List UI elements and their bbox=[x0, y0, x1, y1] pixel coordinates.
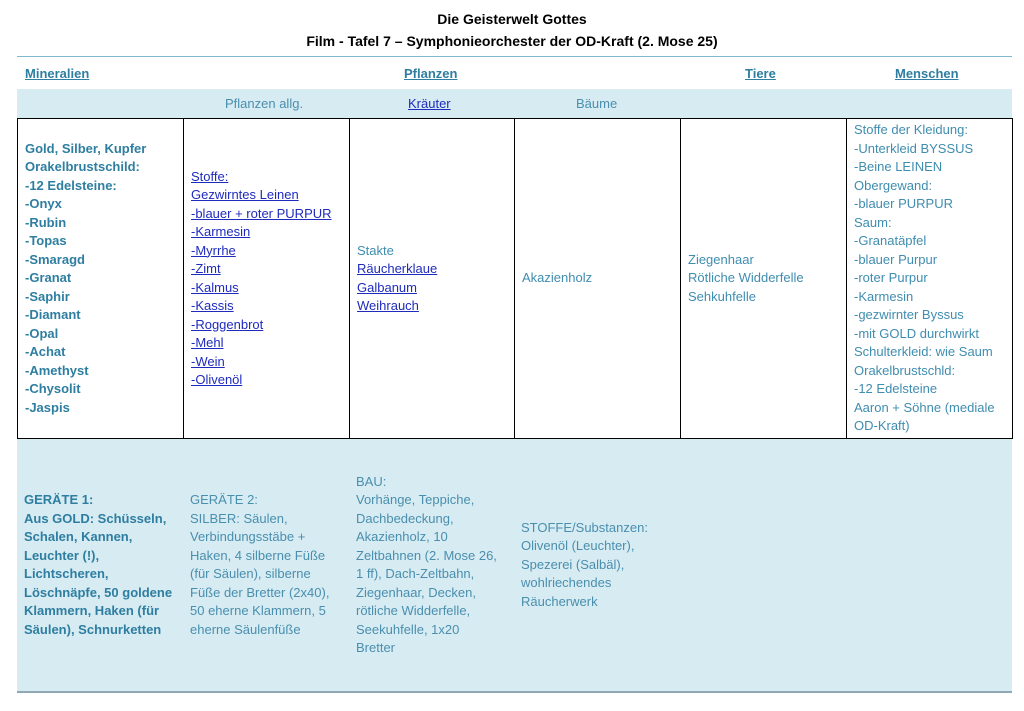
list-item: Rötliche Widderfelle bbox=[688, 270, 804, 286]
list-item: Gold, Silber, Kupfer bbox=[25, 140, 147, 156]
list-link[interactable]: -Wein bbox=[191, 353, 225, 369]
list-link[interactable]: Räucherklaue bbox=[357, 261, 438, 276]
header-link-menschen[interactable]: Menschen bbox=[895, 66, 959, 81]
list-item: -Amethyst bbox=[25, 362, 89, 378]
bau-text: BAU: Vorhänge, Teppiche, Dachbedeckung, Akazienholz, 10 Zeltbahnen (2. Mose 26, 1 ff), Dach-Zeltbahn, Ziegenhaar, Decken, rötliche Widderfelle, Seekuhfelle, 1x20 Bretter bbox=[356, 473, 497, 655]
list-item: -Granatäpfel bbox=[854, 233, 927, 249]
cell-baeume bbox=[515, 119, 681, 439]
list-item: -Achat bbox=[25, 344, 66, 360]
list-item: Ziegenhaar bbox=[688, 251, 754, 267]
subcategory-row bbox=[17, 89, 1012, 118]
subheader-link-kraeuter[interactable]: Kräuter bbox=[408, 96, 451, 111]
list-item: Orakelbrustschild: bbox=[25, 159, 140, 175]
list-item: -blauer PURPUR bbox=[854, 196, 953, 212]
list-item: Sehkuhfelle bbox=[688, 288, 756, 304]
cell-bau bbox=[349, 439, 515, 691]
list-item: -blauer Purpur bbox=[854, 251, 938, 267]
cell-pflanzen-allg bbox=[184, 119, 350, 439]
list-item: Obergewand: bbox=[854, 177, 933, 193]
list-item: -Karmesin bbox=[854, 288, 914, 304]
equipment-section bbox=[17, 439, 1012, 693]
list-item: -Topas bbox=[25, 233, 67, 249]
list-link[interactable]: -Mehl bbox=[191, 335, 224, 350]
list-link[interactable]: -Roggenbrot bbox=[191, 316, 264, 332]
list-link[interactable]: Galbanum bbox=[357, 279, 417, 295]
header-link-pflanzen[interactable]: Pflanzen bbox=[404, 66, 458, 81]
list-item: -roter Purpur bbox=[854, 270, 928, 286]
list-item: Akazienholz bbox=[522, 270, 593, 286]
list-item: Saum: bbox=[854, 214, 892, 230]
subheader-pflanzen-allg: Pflanzen allg. bbox=[225, 96, 304, 111]
list-item: Aaron + Söhne (mediale bbox=[854, 399, 995, 415]
list-item: OD-Kraft) bbox=[854, 418, 910, 434]
cell-tiere bbox=[681, 119, 847, 439]
cell-mineralien bbox=[18, 119, 184, 439]
cell-menschen bbox=[847, 119, 1013, 439]
list-item: -Saphir bbox=[25, 288, 70, 304]
list-link[interactable]: -Kassis bbox=[191, 298, 234, 313]
list-item: -Opal bbox=[25, 325, 59, 341]
stoffe-text: STOFFE/Substanzen: Olivenöl (Leuchter), Spezerei (Salbäl), wohlriechendes Räucherwerk bbox=[521, 519, 648, 609]
cell-stoffe-substanzen bbox=[514, 439, 680, 691]
list-item: -Smaragd bbox=[25, 251, 85, 267]
list-link[interactable]: Weihrauch bbox=[357, 298, 419, 313]
table-row bbox=[18, 119, 1013, 439]
geraete-2-text: GERÄTE 2: SILBER: Säulen, Verbindungsstäbe + Haken, 4 silberne Füße (für Säulen), silberne Füße der Bretter (2x40), 50 eherne Klammern, 5 eherne Säulenfüße bbox=[190, 492, 330, 637]
list-link[interactable]: -Olivenöl bbox=[191, 372, 243, 387]
page-title: Die Geisterwelt Gottes bbox=[437, 11, 587, 27]
list-link[interactable]: -Kalmus bbox=[191, 279, 239, 295]
category-header-row bbox=[17, 56, 1012, 89]
subheader-baeume: Bäume bbox=[576, 96, 618, 111]
list-item: -Beine LEINEN bbox=[854, 159, 943, 175]
list-item: -Onyx bbox=[25, 196, 62, 212]
list-item: -Diamant bbox=[25, 307, 81, 323]
list-link[interactable]: Stoffe: bbox=[191, 168, 229, 184]
list-item: Orakelbrustschld: bbox=[854, 362, 956, 378]
cell-kraeuter bbox=[350, 119, 515, 439]
page-subtitle: Film - Tafel 7 – Symphonieorchester der OD-Kraft (2. Mose 25) bbox=[306, 33, 718, 49]
list-link[interactable]: -Zimt bbox=[191, 261, 221, 276]
cell-geraete-2 bbox=[183, 439, 349, 691]
list-item: Stoffe der Kleidung: bbox=[854, 122, 968, 138]
list-link[interactable]: Gezwirntes Leinen bbox=[191, 187, 299, 202]
header-link-mineralien[interactable]: Mineralien bbox=[25, 66, 90, 81]
list-item: -12 Edelsteine bbox=[854, 381, 938, 397]
cell-geraete-1 bbox=[17, 439, 183, 691]
geraete-1-text: GERÄTE 1: Aus GOLD: Schüsseln, Schalen, Kannen, Leuchter (!), Lichtscheren, Löschnäpfe, 50 goldene Klammern, Haken (für Säulen), Schnurketten bbox=[24, 492, 173, 637]
list-item: -Jaspis bbox=[25, 399, 70, 415]
list-item: -mit GOLD durchwirkt bbox=[854, 325, 979, 341]
list-item: Schulterkleid: wie Saum bbox=[854, 344, 993, 360]
list-item: -gezwirnter Byssus bbox=[854, 307, 964, 323]
materials-table bbox=[17, 118, 1013, 439]
list-link[interactable]: -Karmesin bbox=[191, 224, 251, 239]
list-item: Stakte bbox=[357, 242, 394, 258]
list-item: -Unterkleid BYSSUS bbox=[854, 140, 974, 156]
list-item: -Rubin bbox=[25, 214, 67, 230]
header-link-tiere[interactable]: Tiere bbox=[745, 66, 776, 81]
list-item: -Chysolit bbox=[25, 381, 81, 397]
list-item: -12 Edelsteine: bbox=[25, 177, 117, 193]
list-item: -Granat bbox=[25, 270, 72, 286]
list-link[interactable]: -Myrrhe bbox=[191, 242, 236, 258]
list-link[interactable]: -blauer + roter PURPUR bbox=[191, 205, 332, 221]
